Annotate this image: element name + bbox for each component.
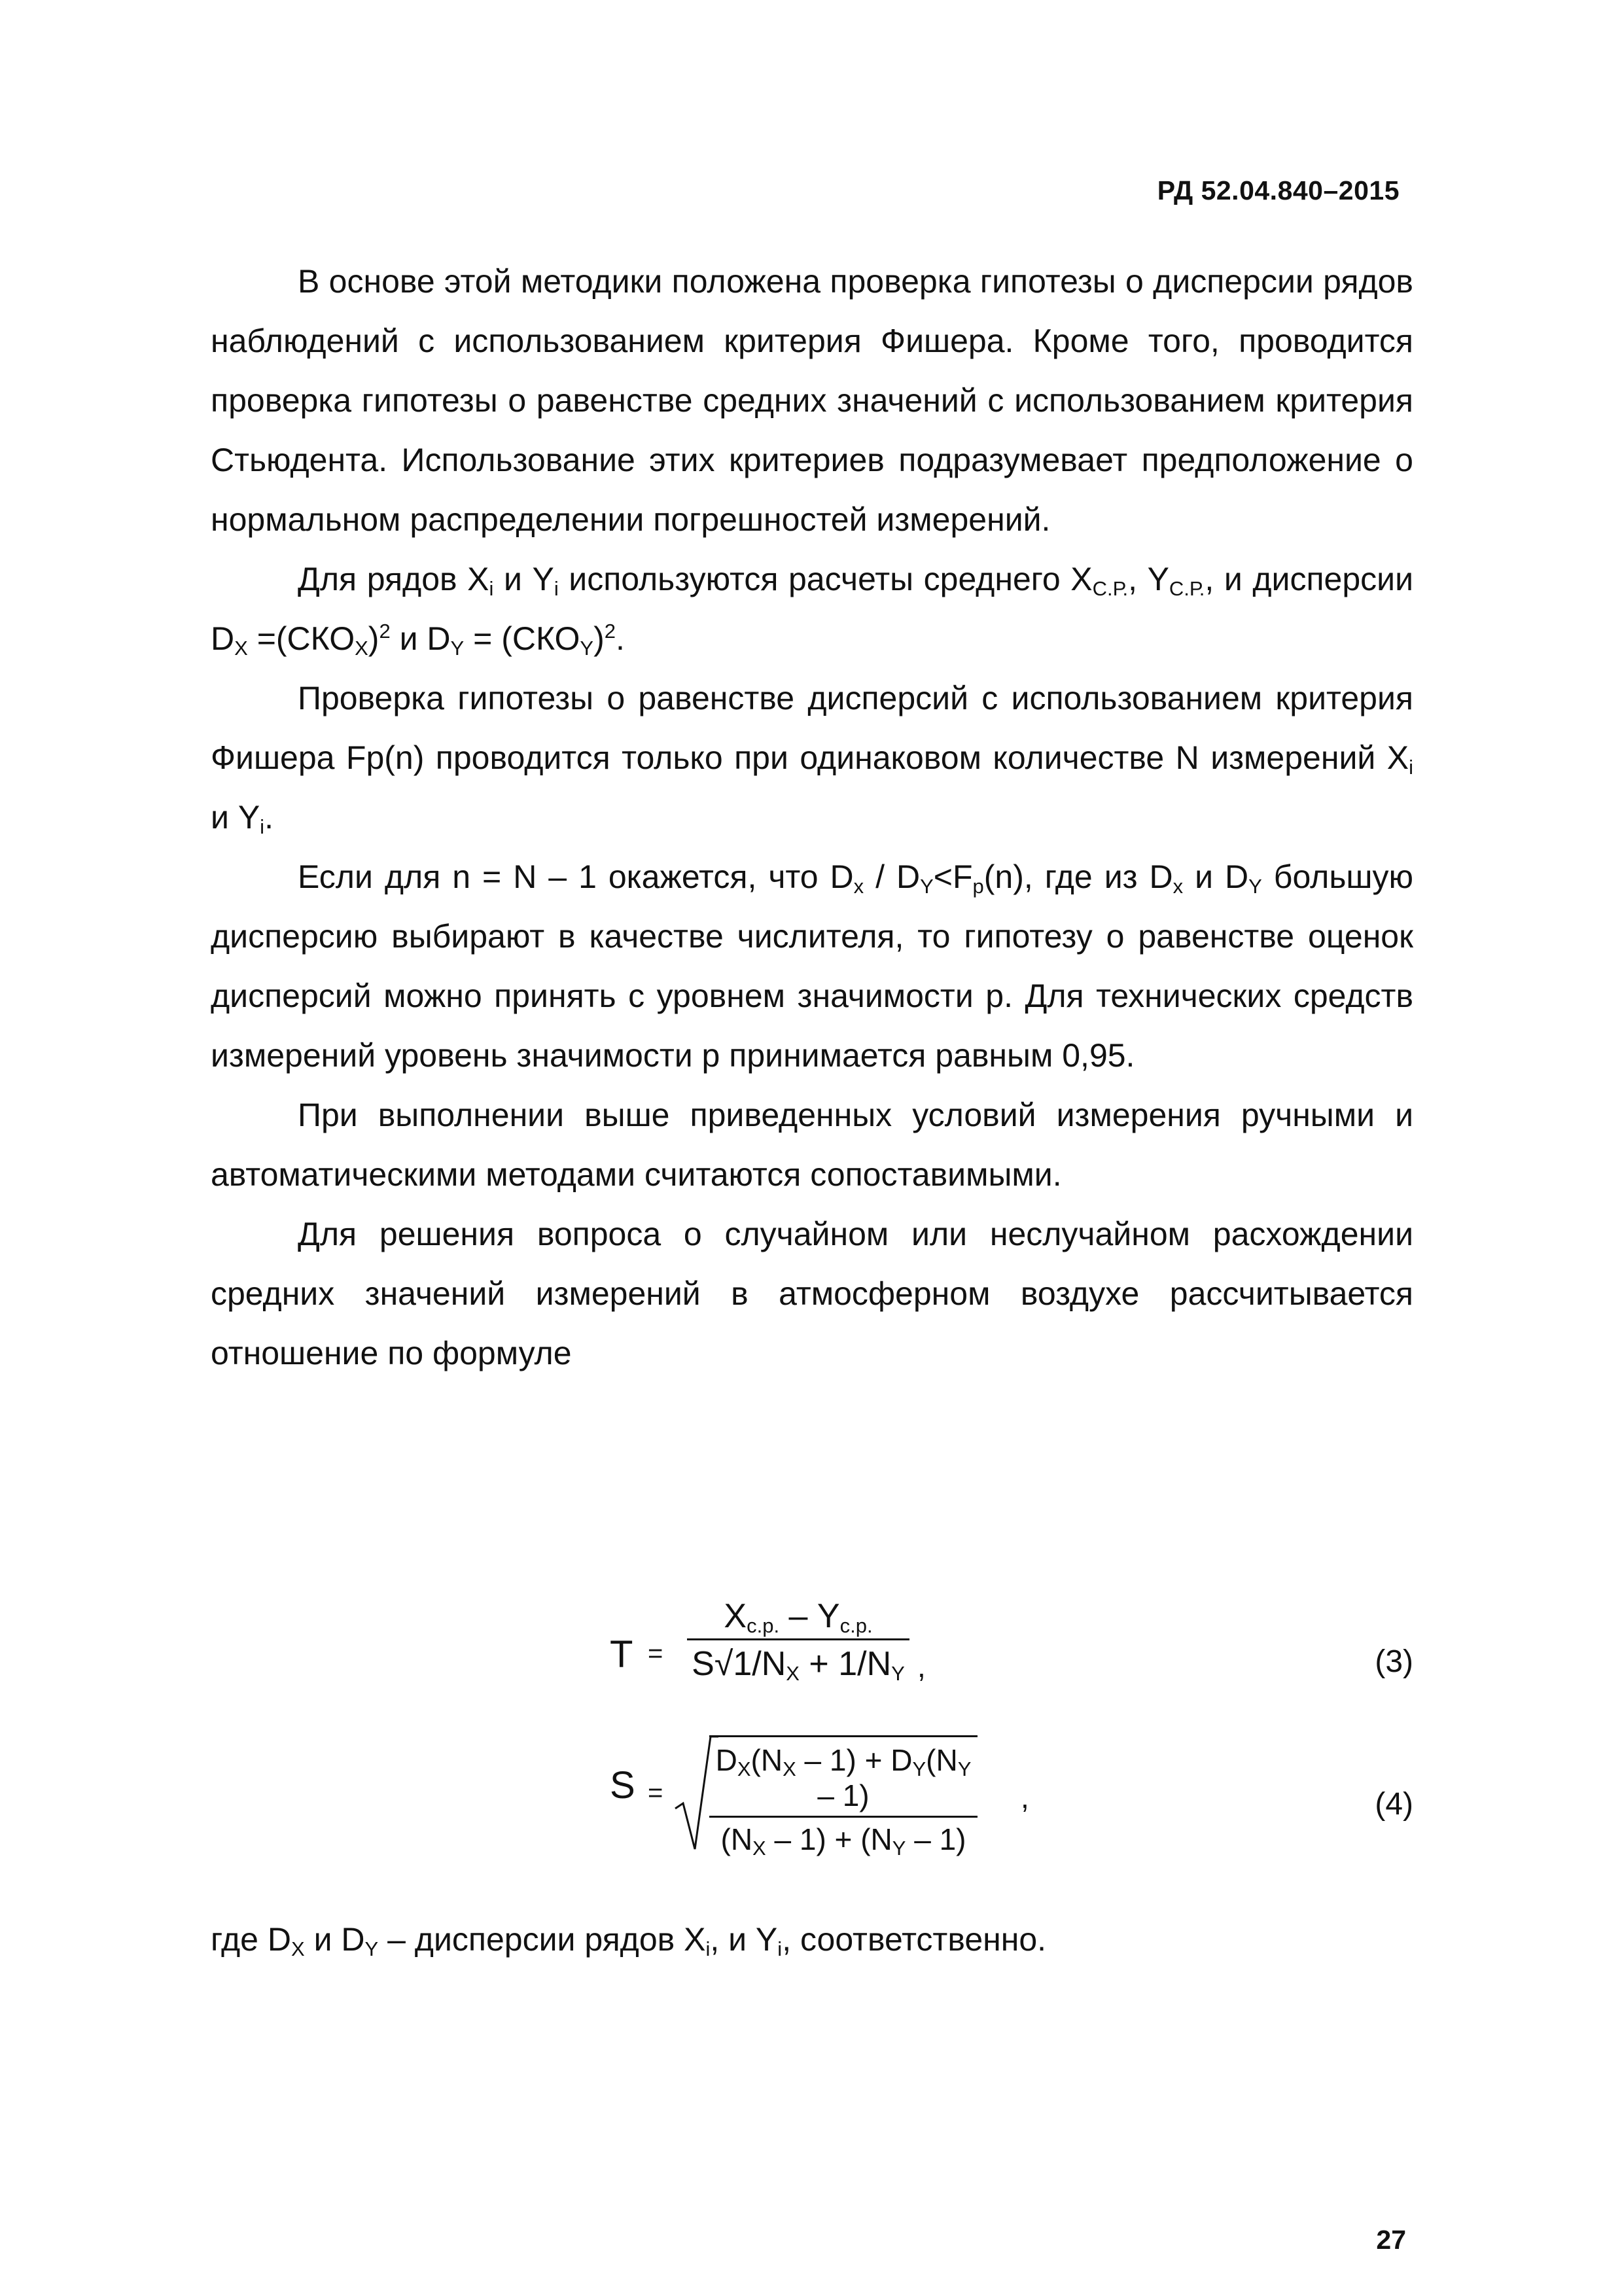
paragraph-4: Если для n = N – 1 окажется, что $D_x / D_Y<F_p(n)$, где из $D_x$ и $D_Y$ большую дисперсию выбирают в качестве числителя, то гипотезу о равенстве оценок дисперсий можно принять с уровнем значимости р. Для технических средств измерений уровень значимости р принимается равным 0,95. [211,858,1413,1074]
formula-4-numerator: $D_X(N_X - 1) + D_Y(N_Y - 1)$ [715,1743,972,1812]
formula-3-equals: = [648,1639,663,1668]
formula-4 [602,1727,1413,1858]
formula-4-lhs: S [610,1764,635,1807]
formula-3-number: (3) [1375,1644,1413,1679]
formula-3-fraction [687,1597,909,1684]
formula-3-lhs: T [610,1633,633,1676]
formula-3-numerator: $X_{с.р.} - Y_{с.р.}$ [724,1597,873,1637]
formula-4-fraction [709,1735,978,1860]
formula-4-radical [673,1730,987,1860]
formula-3-denominator: $S√1/N_X + 1/N_Y$ [687,1638,909,1684]
formula-3 [602,1597,1413,1714]
body-text [211,252,1413,1383]
document-code: РД 52.04.840–2015 [1157,175,1400,205]
formula-4-number: (4) [1375,1787,1413,1822]
where-clause: где $D_X$ и $D_Y$ – дисперсии рядов $X_i$, и $Y_i$, соответственно. [211,1921,1047,1960]
formula-4-denominator: $(N_X - 1) + (N_Y - 1)$ [709,1816,978,1857]
paragraph-3: Проверка гипотезы о равенстве дисперсий с использованием критерия Фишера Fp(n) проводится только при одинаковом количестве N измерений $X_i$ и $Y_i$. [211,680,1413,838]
formula-4-comma: , [1021,1780,1029,1814]
page-number: 27 [1376,2225,1406,2255]
paragraph-5: При выполнении выше приведенных условий измерения ручными и автоматическими методами считаются сопоставимыми. [211,1097,1413,1193]
formula-3-comma: , [917,1650,926,1684]
paragraph-6: Для решения вопроса о случайном или неслучайном расхождении средних значений измерений в атмосферном воздухе рассчитывается отношение по формуле [211,1216,1413,1371]
paragraph-2: Для рядов $X_i$ и $Y_i$ используются расчеты среднего $X_{С.Р.}$, $Y_{С.Р.}$, и дисперсии $D_X =(СКО_X)^2$ и $D_Y = (СКО_Y)^2$. [211,561,1413,660]
paragraph-1: В основе этой методики положена проверка гипотезы о дисперсии рядов наблюдений с использованием критерия Фишера. Кроме того, проводится проверка гипотезы о равенстве средних значений с использованием критерия Стьюдента. Использование этих критериев подразумевает предположение о нормальном распределении погрешностей измерений. [211,263,1413,538]
formula-4-equals: = [648,1778,663,1807]
